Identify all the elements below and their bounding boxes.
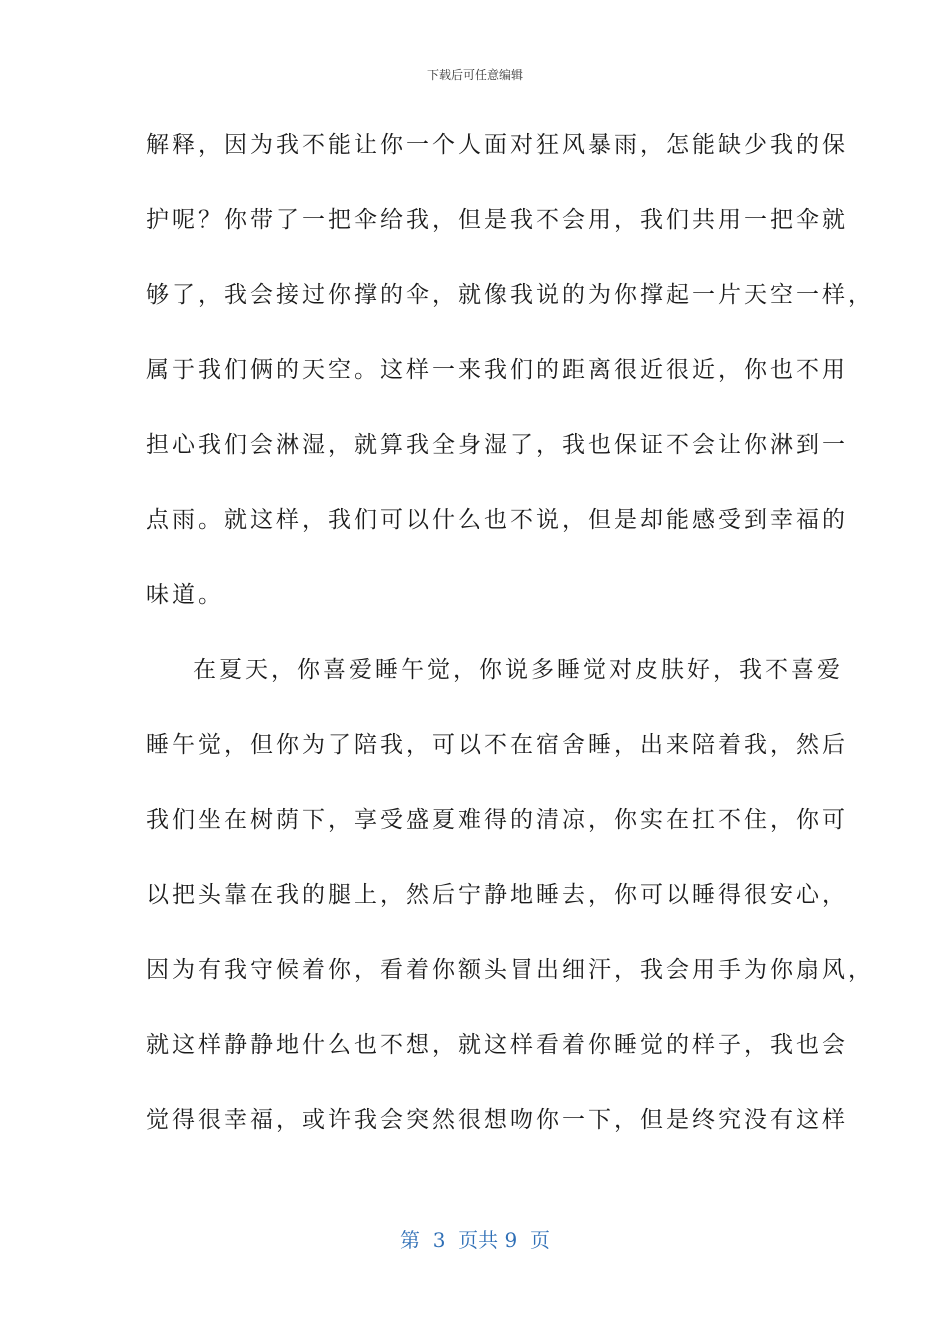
text-line: 因为有我守候着你，看着你额头冒出细汗，我会用手为你扇风， [146,957,874,983]
text-line: 我们坐在树荫下，享受盛夏难得的清凉，你实在扛不住，你可 [146,807,848,833]
document-body [146,120,874,1170]
text-line: 担心我们会淋湿，就算我全身湿了，我也保证不会让你淋到一 [146,432,848,458]
text-line: 解释，因为我不能让你一个人面对狂风暴雨，怎能缺少我的保 [146,132,848,158]
text-line: 点雨。就这样，我们可以什么也不说，但是却能感受到幸福的 [146,507,848,533]
text-line: 护呢？你带了一把伞给我，但是我不会用，我们共用一把伞就 [146,207,848,233]
text-line: 以把头靠在我的腿上，然后宁静地睡去，你可以睡得很安心， [146,882,848,908]
text-line: 味道。 [146,582,224,608]
text-line: 够了，我会接过你撑的伞，就像我说的为你撑起一片天空一样， [146,282,874,308]
text-line: 属于我们俩的天空。这样一来我们的距离很近很近，你也不用 [146,357,848,383]
page-header: 下载后可任意编辑 [426,68,523,82]
page-number-footer: 第 3 页共 9 页 [400,1228,550,1252]
paragraph-start-line: 在夏天，你喜爱睡午觉，你说多睡觉对皮肤好，我不喜爱 [193,657,843,683]
text-line: 睡午觉，但你为了陪我，可以不在宿舍睡，出来陪着我，然后 [146,732,848,758]
text-line: 觉得很幸福，或许我会突然很想吻你一下，但是终究没有这样 [146,1107,848,1133]
text-line: 就这样静静地什么也不想，就这样看着你睡觉的样子，我也会 [146,1032,848,1058]
